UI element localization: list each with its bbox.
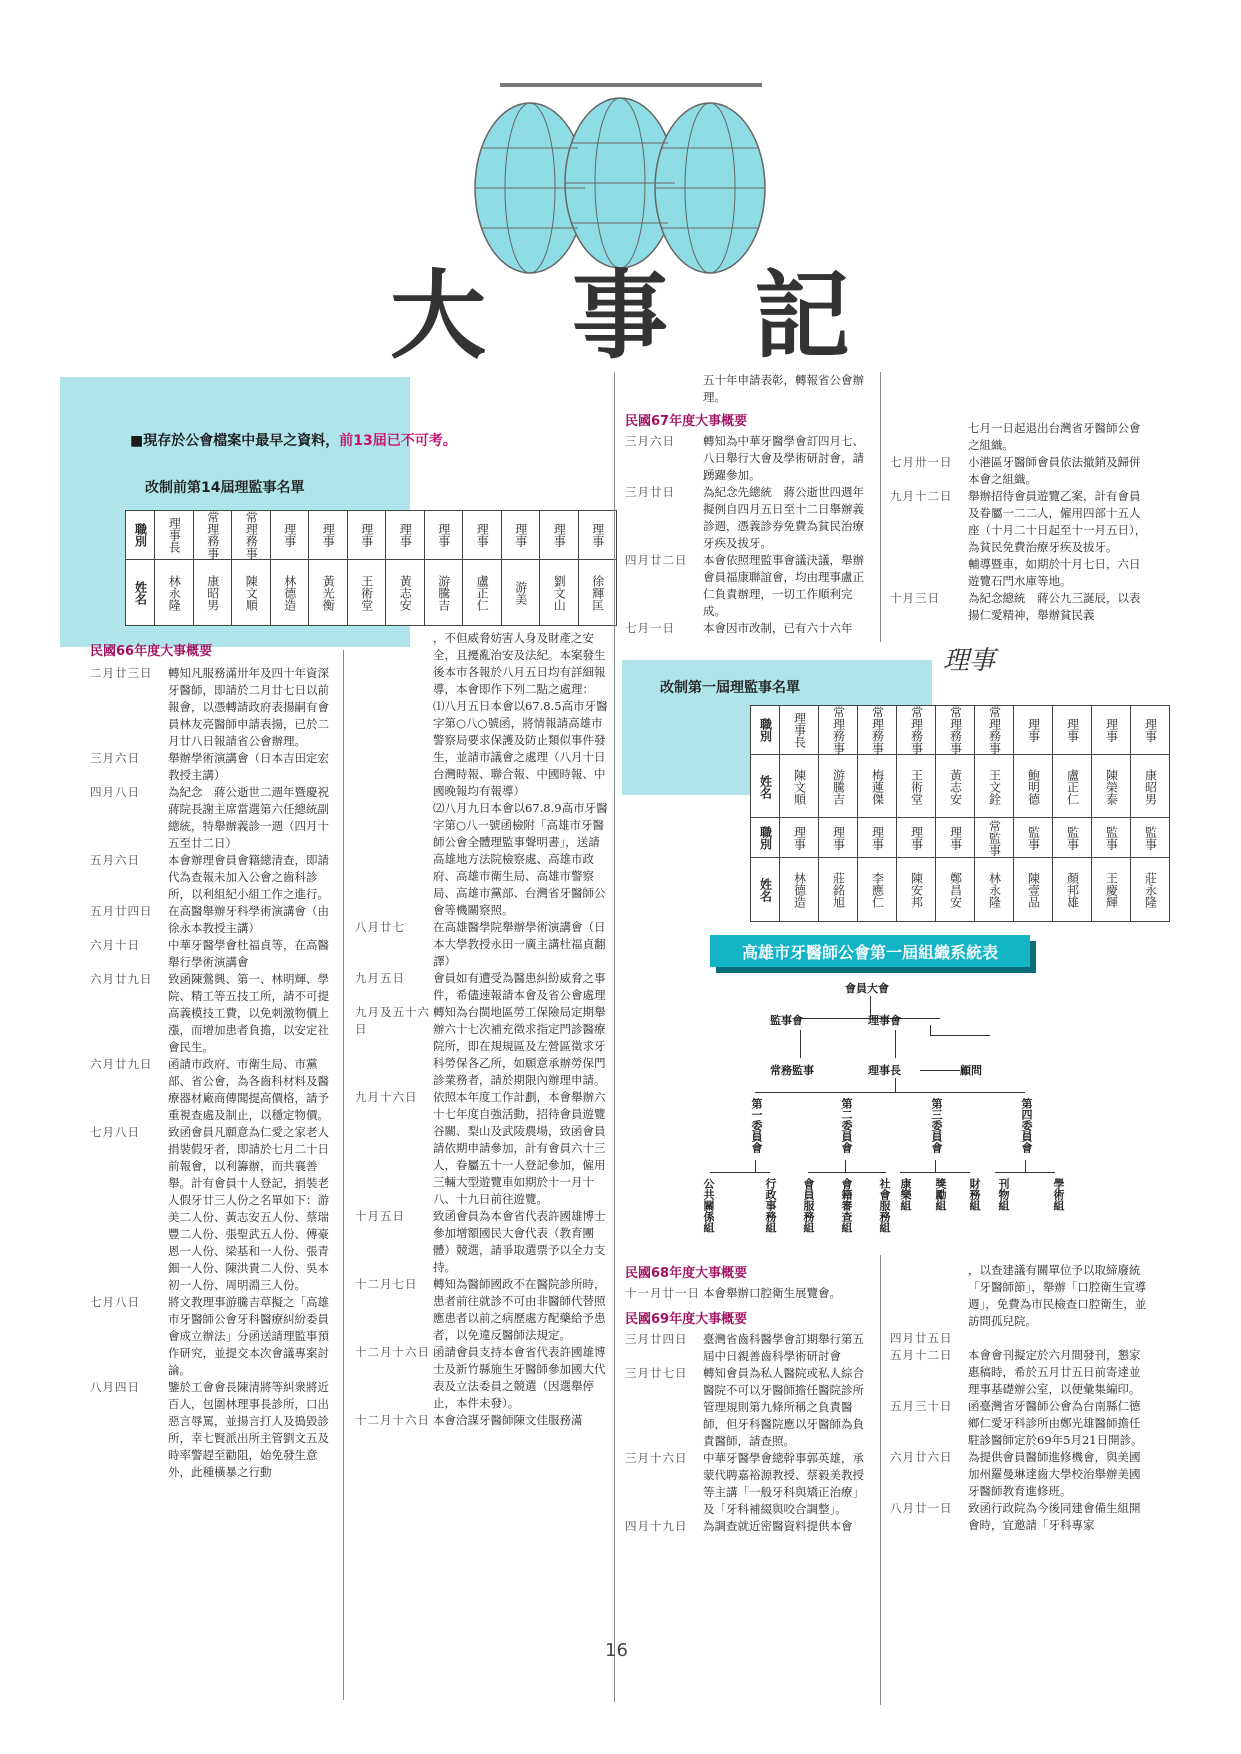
term1-roster-table-a: [750, 705, 1170, 819]
roster-cell: 莊永隆: [1143, 871, 1158, 908]
roster-cell: 理事: [282, 523, 297, 547]
event-date: 八月廿七: [355, 920, 405, 934]
event-row: [355, 1344, 610, 1412]
roster-cell: 理事: [792, 825, 807, 850]
event-date: 三月廿日: [625, 485, 675, 499]
roster-cell: 盧正仁: [1065, 768, 1080, 805]
event-text: 臺灣省齒科醫學會訂期舉行第五屆中日親善齒科學術研討會: [703, 1332, 864, 1363]
org-chair: 理事長: [868, 1064, 901, 1077]
title-char: 事: [572, 260, 668, 372]
org-line: [895, 1030, 896, 1058]
event-text: 函請市政府、市衛生局、市黨部、省公會，為各齒科材料及醫療器材廠商傳聞提高價格，請予重視查處及制止，以穩定物價。: [168, 1057, 329, 1122]
org-line: [935, 1160, 936, 1172]
event-row: [90, 665, 340, 750]
handwritten-mark: 理事: [943, 646, 996, 676]
event-row: [625, 433, 875, 484]
event-date: 四月廿五日: [890, 1331, 953, 1345]
section-heading-68: 民國68年度大事概要: [625, 1266, 748, 1281]
roster-cell: 理事: [359, 523, 374, 547]
event-text: 會員如有遭受為醫患糾紛威脅之事件，希儘速報請本會及省公會處理: [433, 971, 606, 1002]
event-row: [355, 1208, 610, 1276]
row-label: 職別: [758, 825, 773, 850]
roster-cell: 王術堂: [909, 768, 924, 805]
event-row: [355, 1276, 610, 1344]
event-row: [890, 1347, 1148, 1398]
column-1: [90, 640, 340, 1481]
event-text: 轉知凡服務滿卅年及四十年資深牙醫師，即請於二月廿七日以前報會，以憑轉請政府表揚嗣有會員林友亮醫師申請表揚，已於二月廿八日報請省公會辦理。: [168, 666, 329, 748]
event-text: 轉知為醫師國政不在醫院診所時，患者前往就診不可由非醫師代替照應患者以前之病歷處方配藥給予患者，以免違反醫師法規定。: [433, 1277, 606, 1342]
org-group: 財務組: [968, 1178, 981, 1211]
note-accent: 前13屆已不可考。: [339, 433, 457, 449]
org-line: [895, 1078, 896, 1092]
event-date: 三月六日: [90, 751, 140, 765]
term14-roster-table: [125, 510, 617, 626]
event-text: 中華牙醫學會總幹事郭英雄，承蒙代聘嘉裕源教授、蔡毅美教授等主講「一般牙科與矯正治療」及「牙科補綴與咬合調整」。: [703, 1451, 864, 1516]
roster-cell: 康昭男: [1143, 768, 1158, 805]
term1-table-title: 改制第一屆理監事名單: [660, 680, 800, 696]
event-date: 七月一日: [625, 621, 675, 635]
event-date: 十月五日: [355, 1209, 405, 1223]
event-row: [890, 1398, 1148, 1449]
event-date: 六月廿六日: [890, 1450, 953, 1464]
org-line: [845, 1160, 846, 1172]
row-label: 姓名: [758, 774, 773, 799]
row-label: 職別: [758, 718, 773, 742]
roster-cell: 理事: [436, 523, 451, 547]
event-date: 二月廿三日: [90, 666, 153, 680]
event-row: [90, 784, 340, 852]
event-text: 舉辦學術演講會（日本吉田定宏教授主講）: [168, 751, 329, 782]
section-heading-67: 民國67年度大事概要: [625, 414, 748, 429]
event-row: [90, 750, 340, 784]
event-date: 六月廿九日: [90, 1057, 153, 1071]
event-text: 為提供會員醫師進修機會，與美國加州羅曼琳達齒大學校治舉辦美國牙醫師教育進修班。: [968, 1450, 1141, 1498]
roster-cell: 王慶輝: [1104, 871, 1119, 908]
roster-cell: 監事: [1143, 825, 1158, 850]
event-row: [625, 1518, 875, 1535]
column-divider: [880, 372, 881, 642]
roster-cell: 黃光衡: [321, 574, 336, 611]
roster-cell: 康昭男: [205, 574, 220, 611]
roster-cell: 理事長: [792, 712, 807, 748]
roster-cell: 常理務事: [870, 706, 885, 754]
event-text: 將文教理事游騰吉草擬之「高雄市牙醫師公會牙科醫療糾紛委員會成立辦法」分函送請理監事預作研究，並提交本次會議專案討論。: [168, 1295, 329, 1377]
event-text: 舉辦招待會員遊覽乙案，計有會員及眷屬一二二人，僱用四部十五人座（十月二十日起至十一月五日），為貧民免費治療牙疾及拔牙。: [968, 489, 1147, 554]
event-row: [90, 903, 340, 937]
term14-table-title: 改制前第14屆理監事名單: [145, 480, 305, 496]
event-date: 五月三十日: [890, 1399, 953, 1413]
event-row: [90, 1124, 340, 1294]
roster-cell: 理事: [398, 523, 413, 547]
org-board: 理事會: [868, 1014, 901, 1027]
event-date: 五月廿四日: [90, 904, 153, 918]
event-date: 三月廿四日: [625, 1332, 688, 1346]
column-4: [890, 420, 1148, 624]
event-row: [355, 1004, 610, 1089]
event-date: 四月廿二日: [625, 553, 688, 567]
org-group: 康樂組: [899, 1178, 912, 1211]
event-date: 八月廿一日: [890, 1501, 953, 1515]
roster-cell: 陳文順: [244, 574, 259, 611]
event-date: 九月十二日: [890, 489, 953, 503]
roster-cell: 顏邦雄: [1065, 871, 1080, 908]
column-5: [625, 1262, 875, 1535]
event-text: 致函行政院為今後同建會備生組開會時，宜邀請「牙科專家: [968, 1501, 1141, 1532]
event-date: 十一月廿一日: [625, 1286, 700, 1300]
org-line: [995, 1172, 1055, 1173]
roster-cell: 林德造: [792, 871, 807, 908]
column-divider: [343, 650, 344, 1700]
event-date: 十二月十六日: [355, 1345, 430, 1359]
org-standing-supervisor: 常務監事: [770, 1064, 814, 1077]
event-row: [890, 590, 1148, 624]
event-row: [890, 1449, 1148, 1500]
event-date: [890, 556, 968, 590]
org-committee: 第一委員會: [750, 1098, 763, 1153]
column-divider: [614, 372, 615, 1702]
event-text: 致函陳鶯興、第一、林明輝、學院、精工等五技工所，請不可提高義模技工費，以免刺激物價上漲，而增加患者負擔，以安定社會民生。: [168, 972, 329, 1054]
column-divider: [880, 1255, 881, 1705]
title-char: 記: [754, 260, 850, 372]
org-line: [710, 1172, 770, 1173]
roster-cell: 理事: [1104, 718, 1119, 742]
roster-cell: 常理務事: [948, 706, 963, 754]
roster-cell: 林永隆: [167, 574, 182, 611]
event-text: 本會因市改制，已有六十六年: [703, 621, 853, 635]
event-text: 本會依照理監事會議決議，舉辦會員福康聯誼會，均由理事盧正仁負責辦理，一切工作順利完成。: [703, 553, 864, 618]
event-text: 鑒於工會會長陳清將等糾衆將近百人，包圍林理事長診所，口出惡言辱罵，並揚言打人及搗毀診所，幸七賢派出所主管劉文五及時率警趕至勸阻，始免發生意外，此種橫暴之行動: [168, 1380, 329, 1479]
org-advisor: 顧問: [960, 1064, 982, 1077]
roster-cell: 游騰吉: [831, 768, 846, 805]
roster-cell: 黃志安: [948, 768, 963, 805]
event-row: [90, 1379, 340, 1481]
event-date: 三月廿七日: [625, 1366, 688, 1380]
column-3: [625, 372, 875, 637]
paragraph: ⑴八月五日本會以67.8.5高市牙醫字第○八○號函，將情報請高雄市警察局要求保護及防止類似事件發生，並請市議會之處理（八月十日台灣時報、聯合報、中國時報、中國晚報均有報導）: [433, 699, 608, 798]
event-text: 依照本年度工作計劃，本會舉辦六十七年度自強活動，招待會員遊覽谷關、梨山及武陵農場，致函會員請依期申請參加，計有會員六十三人，眷屬五十一人登記參加，僱用三輛大型遊覽車如期於十一月十八、十九日前往遊覽。: [433, 1090, 606, 1206]
roster-cell: 常監事: [987, 819, 1002, 856]
roster-cell: 監事: [1026, 825, 1041, 850]
org-line: [808, 1172, 886, 1173]
event-text: 本會會刊擬定於六月間發刊，懇家惠稿時，希於五月廿五日前寄達並理事基礎辦公室，以便彙集編印。: [968, 1348, 1141, 1396]
event-row: [355, 919, 610, 970]
roster-cell: 理事: [321, 523, 336, 547]
title-char: 大: [390, 260, 486, 372]
org-group: 行政事務組: [764, 1178, 777, 1233]
roster-cell: 理事: [1065, 718, 1080, 742]
event-text: 為調查就近密醫資料提供本會: [703, 1519, 853, 1533]
event-row: [90, 971, 340, 1056]
org-committee: 第四委員會: [1020, 1098, 1033, 1153]
event-text: 小港區牙醫師會員依法撤銷及歸併本會之組織。: [968, 455, 1141, 486]
org-line: [900, 1172, 970, 1173]
org-group: 會籍審查組: [840, 1178, 853, 1233]
section-heading-66: 民國66年度大事概要: [90, 644, 213, 659]
event-text: 致函會員凡願意為仁愛之家老人捐裝假牙者，即請於七月二十日前報會，以利籌辦，而共襄善舉。計有會員十人登記，捐裝老人假牙廿三人份之名單如下：游美二人份、黃志安五人份、蔡瑞豐二人份、張聖武五人份、傅豪恩一人份、梁基和一人份、張青鈿一人份、陳洪貴二人份、吳本初一人份、周明淵三人份。: [168, 1125, 329, 1292]
paragraph: 五十年申請表彰，轉報省公會辦理。: [703, 373, 864, 404]
roster-cell: 理事: [948, 825, 963, 850]
page-title: [390, 240, 850, 372]
event-text: [968, 1330, 1148, 1347]
event-row: [90, 852, 340, 903]
event-text: 在高雄醫學院舉辦學術演講會（日本大學教授永田一廣主講杜福貞翻譯）: [433, 920, 606, 968]
event-date: 九月五日: [355, 971, 405, 985]
event-row: [890, 1330, 1148, 1347]
roster-cell: 理事: [831, 825, 846, 850]
page-number: 16: [605, 1640, 628, 1661]
event-text: 本會辦理會員會籍總清查，即請代為查報未加入公會之齒科診所，以利組紀小組工作之進行。: [168, 853, 329, 901]
roster-cell: 王文銓: [987, 768, 1002, 805]
event-date: 五月十二日: [890, 1348, 953, 1362]
org-supervisors: 監事會: [770, 1014, 803, 1027]
roster-cell: 鄭昌安: [948, 871, 963, 908]
roster-cell: 盧正仁: [475, 574, 490, 611]
roster-cell: 理事: [552, 523, 567, 547]
roster-cell: 陳壹品: [1026, 871, 1041, 908]
event-date: 三月六日: [625, 434, 675, 448]
event-date: 七月八日: [90, 1295, 140, 1309]
roster-cell: 常理務事: [244, 511, 259, 559]
header-rule: [500, 83, 762, 87]
row-label: 姓名: [758, 877, 773, 902]
event-text: 函臺灣省牙醫師公會為台南縣仁德鄉仁愛牙科診所由鄭光雄醫師擔任駐診醫師定於69年5月21日開診。: [968, 1399, 1143, 1447]
roster-cell: 理事: [1143, 718, 1158, 742]
event-row: [625, 1365, 875, 1450]
event-row: [355, 1089, 610, 1208]
event-text: 轉知為中華牙醫學會訂四月七、八日舉行大會及學術研討會，請踴躍參加。: [703, 434, 864, 482]
roster-cell: 陳文順: [792, 768, 807, 805]
roster-cell: 梅蓮傑: [870, 768, 885, 805]
org-line: [755, 1092, 1025, 1093]
roster-cell: 理事: [590, 523, 605, 547]
event-row: [625, 552, 875, 620]
row-label: 職別: [133, 523, 148, 547]
roster-cell: 監事: [1065, 825, 1080, 850]
event-row: [90, 937, 340, 971]
event-date: 八月四日: [90, 1380, 140, 1394]
roster-cell: 常理務事: [831, 706, 846, 754]
event-date: 七月八日: [90, 1125, 140, 1139]
section-heading-69: 民國69年度大事概要: [625, 1312, 748, 1327]
org-group: 會員服務組: [802, 1178, 815, 1233]
roster-cell: 鮑明德: [1026, 768, 1041, 805]
paragraph: ，不但威脅妨害人身及財產之安全，且擾亂治安及法紀。本案發生後本市各報於八月五日均有詳細報導，本會即作下列二點之處理：: [433, 631, 606, 696]
paragraph: ⑵八月九日本會以67.8.9高市牙醫字第○八一號函檢附「高雄市牙醫師公會全體理監事聲明書」，送請高雄地方法院檢察處、高雄市政府、高雄市衛生局、高雄市警察局、高雄市黨部、台灣省牙醫師公會等機關察照。: [433, 801, 608, 917]
org-group: 刊物組: [997, 1178, 1010, 1211]
roster-cell: 林德造: [282, 574, 297, 611]
note-text: ■現存於公會檔案中最早之資料，: [130, 433, 340, 449]
org-line: [755, 1160, 756, 1172]
event-text: 為紀念總統 蔣公九三誕辰，以表揚仁愛精神，舉辦貧民義: [968, 591, 1141, 622]
row-label: 姓名: [133, 580, 148, 605]
roster-cell: 常理務事: [987, 706, 1002, 754]
event-text: 本會舉辦口腔衛生展覽會。: [703, 1286, 841, 1300]
roster-cell: 理事: [513, 523, 528, 547]
event-text: 本會洽謀牙醫師陳文佳服務滿: [433, 1413, 583, 1427]
org-assembly: 會員大會: [845, 982, 889, 995]
event-date: 九月及五十六日: [355, 1005, 430, 1036]
event-date: 六月十日: [90, 938, 140, 952]
paragraph: 七月一日起退出台灣省牙醫師公會之組織。: [968, 421, 1141, 452]
event-row: [890, 556, 1148, 590]
roster-cell: 游騰吉: [436, 574, 451, 611]
event-text: 轉知會員為私人醫院或私人綜合醫院不可以牙醫師擔任醫院診所管理規則第九條所稱之負責醫師，但牙科醫院應以牙醫師為負責醫師，請查照。: [703, 1366, 864, 1448]
event-date: 五月六日: [90, 853, 140, 867]
event-text: 為紀念 蔣公逝世二週年暨慶祝蔣院長謝主席當選第六任總統副總統，特舉辦義診一週（四月十五至廿二日）: [168, 785, 329, 850]
event-row: [625, 1331, 875, 1365]
roster-cell: 陳榮泰: [1104, 768, 1119, 805]
org-group: 公共關係組: [702, 1178, 715, 1233]
term1-roster-table-b: [750, 817, 1170, 922]
roster-cell: 理事: [475, 523, 490, 547]
roster-cell: 王術堂: [359, 574, 374, 611]
roster-cell: 游美: [513, 580, 528, 605]
org-chart-banner: 高雄市牙醫師公會第一屆組織系統表: [710, 935, 1030, 967]
archive-note: [130, 430, 457, 450]
event-date: 六月廿九日: [90, 972, 153, 986]
org-committee: 第三委員會: [930, 1098, 943, 1153]
roster-cell: 理事長: [167, 517, 182, 553]
org-group: 獎勵組: [934, 1178, 947, 1211]
event-row: [90, 1294, 340, 1379]
column-2: [355, 630, 610, 1429]
org-line: [1025, 1160, 1026, 1172]
org-group: 學術組: [1052, 1178, 1065, 1211]
org-committee: 第二委員會: [840, 1098, 853, 1153]
event-date: 三月十六日: [625, 1451, 688, 1465]
event-date: 七月卅一日: [890, 455, 953, 469]
org-line: [800, 1030, 801, 1058]
column-6: [890, 1262, 1148, 1534]
event-row: [890, 488, 1148, 556]
event-text: 致函會員為本會省代表許國雄博士參加增額國民大會代表（教育團體）競選，請爭取選票予以全力支持。: [433, 1209, 606, 1274]
event-row: [355, 970, 610, 1004]
event-row: [625, 1285, 875, 1302]
event-row: [625, 620, 875, 637]
roster-cell: 理事: [870, 825, 885, 850]
roster-cell: 理事: [909, 825, 924, 850]
event-row: [90, 1056, 340, 1124]
roster-cell: 黃志安: [398, 574, 413, 611]
roster-cell: 陳安邦: [909, 871, 924, 908]
org-group: 社會服務組: [878, 1178, 891, 1233]
event-text: 轉知為台閩地區勞工保險局定期舉辦六十七次補充徵求指定門診醫療院所，即在規規區及左營區徵求牙科勞保各乙所，如願意承辦勞保門診業務者，請於期限內辦理申請。: [433, 1005, 606, 1087]
event-date: 十二月十六日: [355, 1413, 430, 1427]
roster-cell: 理事: [1026, 718, 1041, 742]
roster-cell: 徐輝匡: [590, 574, 605, 611]
event-date: 四月八日: [90, 785, 140, 799]
event-text: 輔導暨車，如期於十月七日，六日遊覽石門水庫等地。: [968, 557, 1141, 588]
roster-cell: 常理務事: [909, 706, 924, 754]
event-text: 在高醫舉辦牙科學術演講會（由徐永本教授主講）: [168, 904, 329, 935]
roster-cell: 李應仁: [870, 871, 885, 908]
org-line: [920, 1070, 960, 1071]
event-row: [890, 454, 1148, 488]
event-date: 四月十九日: [625, 1519, 688, 1533]
event-text: 函請會員支持本會省代表許國雄博士及新竹縣施生牙醫師參加國大代表及立法委員之競選（因選舉停止，本件未發）。: [433, 1345, 606, 1410]
event-row: [890, 1500, 1148, 1534]
event-date: 九月十六日: [355, 1090, 418, 1104]
roster-cell: 常理務事: [205, 511, 220, 559]
paragraph: ，以查建議有關單位予以取締廢統「牙醫師節」，舉辦「口腔衛生宣導週」，免費為市民檢查口腔衛生，並訪問孤兒院。: [968, 1263, 1147, 1328]
event-date: 十二月七日: [355, 1277, 418, 1291]
org-line: [930, 1035, 990, 1036]
roster-cell: 監事: [1104, 825, 1119, 850]
roster-cell: 劉文山: [552, 574, 567, 611]
event-row: [355, 1412, 610, 1429]
roster-cell: 莊銘旭: [831, 871, 846, 908]
event-text: 中華牙醫學會杜福貞等，在高醫舉行學術演講會: [168, 938, 329, 969]
org-line: [930, 1025, 931, 1035]
event-row: [625, 1450, 875, 1518]
event-row: [625, 484, 875, 552]
event-text: 為紀念先總統 蔣公逝世四週年擬例自四月五日至十二日舉辦義診週，憑義診券免費為貧民治療牙疾及拔牙。: [703, 485, 864, 550]
roster-cell: 林永隆: [987, 871, 1002, 908]
event-date: 十月三日: [890, 591, 940, 605]
